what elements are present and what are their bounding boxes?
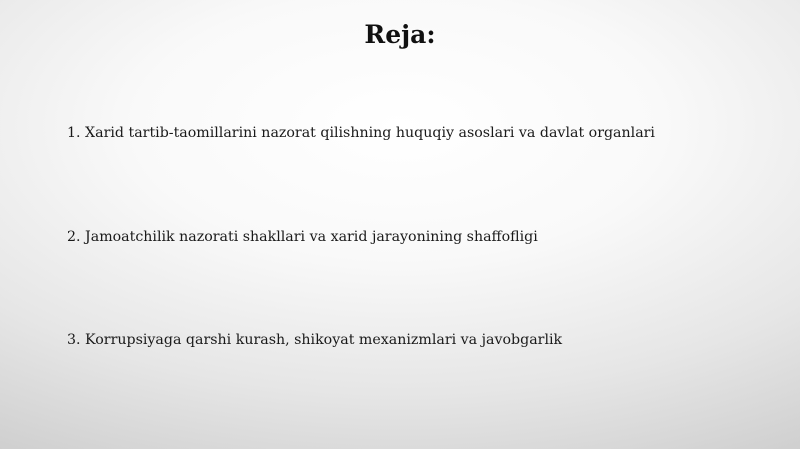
agenda-item: 2. Jamoatchilik nazorati shakllari va xarid jarayonining shaffofligi: [67, 229, 538, 245]
agenda-item: 1. Xarid tartib-taomillarini nazorat qilishning huquqiy asoslari va davlat organlari: [67, 125, 655, 141]
agenda-item: 3. Korrupsiyaga qarshi kurash, shikoyat mexanizmlari va javobgarlik: [67, 332, 563, 348]
slide-title: Reja:: [364, 20, 436, 49]
